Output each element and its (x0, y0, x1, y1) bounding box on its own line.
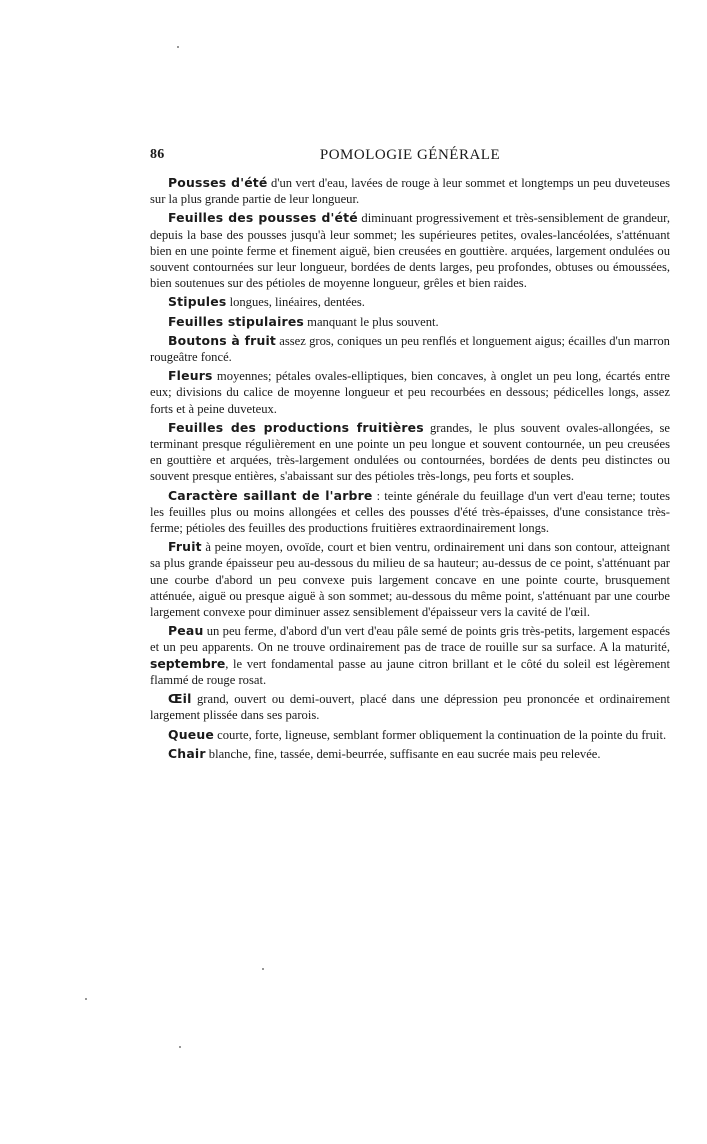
entry-stipules (150, 294, 670, 310)
ripening-month: septembre (150, 655, 226, 671)
entry-fleurs (150, 368, 670, 417)
entry-text: grand, ouvert ou demi-ouvert, placé dans une dépression peu prononcée et ordinairement largement plissée dans ses parois. (150, 692, 670, 723)
entry-feuilles-productions-fruitieres (150, 420, 670, 485)
entry-term: Pousses d'été (168, 175, 268, 190)
entry-term: Boutons à fruit (168, 332, 277, 348)
entry-chair (150, 746, 670, 762)
entry-text: un peu ferme, d'abord d'un vert d'eau pâle semé de points gris très-petits, largement espacés et un peu apparents. On ne trouve ordinairement pas de trace de rouille sur sa surface. A la maturité, (150, 624, 670, 655)
entry-queue (150, 727, 670, 743)
entry-text: moyennes; pétales ovales-elliptiques, bien concaves, à onglet un peu long, écartés entre eux; divisions du calice de moyenne longueur et peu recourbées en dessous; pédicelles longs, assez forts et à peine duveteux. (150, 369, 670, 416)
entry-term: Stipules (168, 294, 227, 310)
scan-speck (85, 998, 87, 1000)
running-title: POMOLOGIE GÉNÉRALE (319, 147, 501, 163)
entry-term: Fleurs (168, 368, 213, 384)
entry-boutons-fruit (150, 333, 670, 365)
entry-feuilles-pousses-ete (150, 210, 670, 291)
scan-speck (179, 1046, 181, 1048)
entry-term: Queue (168, 726, 214, 742)
entry-term: Peau (168, 623, 204, 639)
entry-term: Chair (168, 745, 206, 761)
running-head (150, 147, 670, 169)
entry-term: Feuilles stipulaires (168, 313, 305, 329)
book-page (150, 147, 670, 765)
entry-term: Feuilles des pousses d'été (168, 210, 358, 226)
entry-text: courte, forte, ligneuse, semblant former obliquement la continuation de la pointe du fruit. (213, 727, 667, 742)
entry-term: Caractère saillant de l'arbre (168, 487, 373, 503)
entry-caractere-saillant (150, 488, 670, 537)
scan-speck (177, 46, 179, 48)
page-body (150, 175, 670, 762)
entry-term: Fruit (168, 539, 202, 555)
entry-text: : teinte générale du feuillage d'un vert d'eau terne; toutes les feuilles plus ou moins allongées et celles des pousses d'été très-épaisses, d'une consistance très-ferme; pétioles des feuilles des productions fruitières extraordinairement longs. (150, 488, 670, 536)
entry-text: à peine moyen, ovoïde, court et bien ventru, ordinairement uni dans son contour, atteignant sa plus grande épaisseur peu au-dessous du milieu de sa hauteur; au-dessus de ce point, s'atténuant par une courbe d'abord un peu convexe puis largement concave en une pointe courte, brusquement atténuée, aiguë ou presque aiguë à son sommet; au-dessous du même point, s'atténuant par une courbe largement convexe pour diminuer assez sensiblement d'épaisseur vers la cavité de l'œil. (150, 540, 670, 620)
entry-text: manquant le plus souvent. (304, 314, 439, 329)
entry-fruit (150, 539, 670, 620)
entry-feuilles-stipulaires (150, 314, 670, 330)
scan-speck (262, 968, 264, 970)
entry-text: longues, linéaires, dentées. (226, 295, 365, 310)
entry-oeil (150, 691, 670, 723)
entry-text: grandes, le plus souvent ovales-allongées, se terminant presque régulièrement en une pointe un peu longue et souvent contournée, un peu creusées en gouttière et arquées, très-largement ondulées ou contournées, bordées de dents peu distinctes ou souvent presque entières, s'abaissant sur des pétioles très-longs, peu forts et souples. (150, 420, 670, 484)
entry-text: blanche, fine, tassée, demi-beurrée, suffisante en eau sucrée mais peu relevée. (205, 746, 601, 761)
entry-text-after: , le vert fondamental passe au jaune citron brillant et le côté du soleil est légèrement flammé de rouge rosat. (150, 656, 670, 687)
entry-text: d'un vert d'eau, lavées de rouge à leur sommet et longtemps un peu duveteuses sur la plus grande partie de leur longueur. (150, 176, 670, 207)
entry-text: assez gros, coniques un peu renflés et longuement aigus; écailles d'un marron rougeâtre foncé. (150, 333, 670, 365)
entry-pousses-ete (150, 175, 670, 207)
entry-term: Feuilles des productions fruitières (168, 419, 424, 435)
entry-peau (150, 623, 670, 688)
entry-term: Œil (168, 691, 192, 707)
entry-text: diminuant progressivement et très-sensiblement de grandeur, depuis la base des pousses jusqu'à leur sommet; les supérieures petites, ovales-lancéolées, s'atténuant bien en une pointe ferme et finement aiguë, bien creusées en gouttière. arquées, largement ondulées ou souvent contournées sur leur longueur, bordées de dents larges, peu profondes, obtuses ou émoussées, bien soutenues sur des pétioles de moyenne longueur, grêles et bien raides. (150, 211, 671, 291)
page-number: 86 (150, 147, 165, 162)
